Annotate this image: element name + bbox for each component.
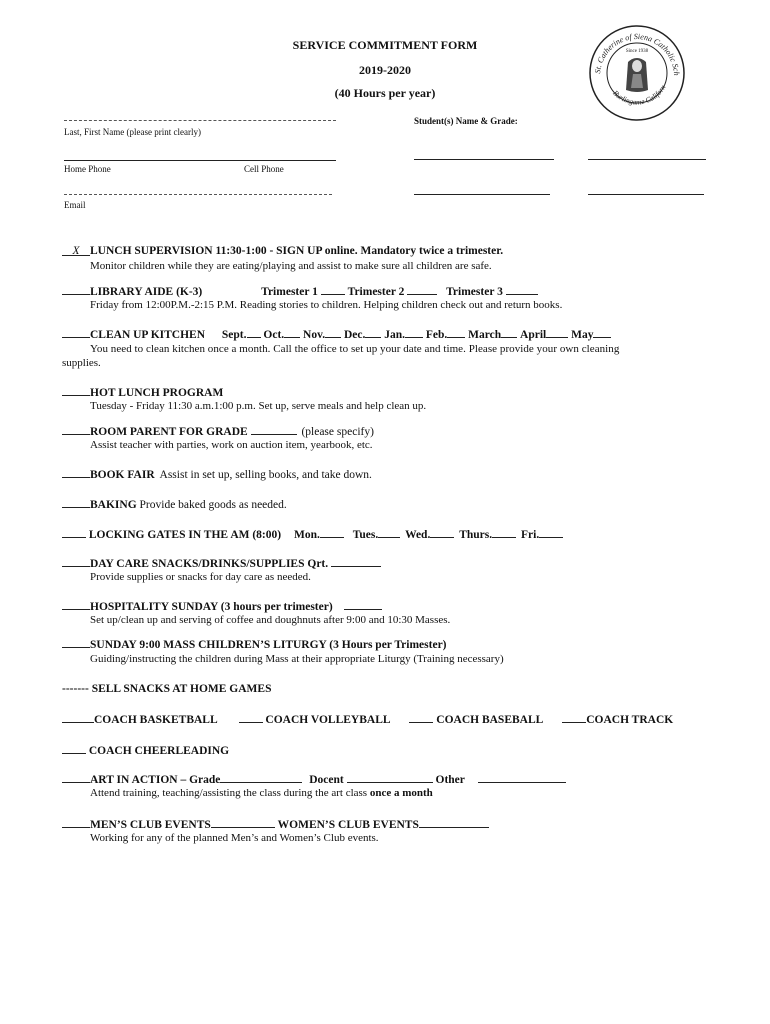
kitchen-title: CLEAN UP KITCHEN [90, 329, 206, 341]
month-may: May [571, 329, 594, 341]
snacks-prefix[interactable]: ------- [62, 683, 89, 695]
art-check[interactable] [62, 772, 90, 783]
daycare-desc: Provide supplies or snacks for day care as needed. [90, 571, 311, 583]
roomparent-check[interactable] [62, 424, 90, 435]
home-phone-label: Home Phone [64, 164, 111, 174]
coach-volleyball: COACH VOLLEYBALL [265, 714, 391, 726]
day-mon-blank[interactable] [320, 527, 344, 538]
month-jan: Jan. [384, 329, 405, 341]
item-club-events [62, 817, 489, 831]
mens-club-blank[interactable] [211, 817, 275, 828]
month-sept-blank[interactable] [247, 327, 261, 338]
lunch-desc: Monitor children while they are eating/playing and assist to make sure all children are safe. [90, 260, 492, 272]
day-thurs: Thurs. [459, 529, 493, 541]
roomparent-note: (please specify) [301, 426, 374, 438]
trimester-3-label: Trimester 3 [446, 286, 503, 298]
month-may-blank[interactable] [593, 327, 611, 338]
form-title: SERVICE COMMITMENT FORM [292, 38, 478, 52]
item-clean-kitchen [62, 327, 611, 341]
day-fri: Fri. [521, 529, 540, 541]
month-jan-blank[interactable] [405, 327, 423, 338]
day-tues: Tues. [352, 529, 379, 541]
hospitality-blank[interactable] [344, 599, 382, 610]
svg-text:St. Catherine of Siena Catholi: St. Catherine of Siena Catholic Sch [593, 31, 682, 76]
item-locking-gates [62, 527, 563, 541]
art-docent-blank[interactable] [347, 772, 433, 783]
lunch-check[interactable]: X [62, 245, 90, 256]
gates-check[interactable] [62, 527, 86, 538]
library-title: LIBRARY AIDE (K-3) [90, 286, 203, 298]
roomparent-title: ROOM PARENT FOR GRADE [90, 426, 248, 438]
gates-title: LOCKING GATES IN THE AM (8:00) [88, 529, 282, 541]
cell-phone-label: Cell Phone [244, 164, 284, 174]
kitchen-check[interactable] [62, 327, 90, 338]
art-other: Other [435, 774, 465, 786]
month-april: April [520, 329, 547, 341]
item-day-care [62, 556, 381, 570]
student-line-4[interactable] [588, 194, 704, 195]
trimester-2-blank[interactable] [407, 284, 437, 295]
art-grade-blank[interactable] [220, 772, 302, 783]
womens-club-blank[interactable] [419, 817, 489, 828]
baking-desc: Provide baked goods as needed. [139, 499, 287, 511]
liturgy-title: SUNDAY 9:00 MASS CHILDREN’S LITURGY (3 Hours per Trimester) [90, 639, 447, 651]
kitchen-desc-2: supplies. [62, 357, 101, 369]
svg-text:Burlingame California: Burlingame Californ [611, 83, 668, 107]
month-sept: Sept. [221, 329, 247, 341]
trimester-1-label: Trimester 1 [261, 286, 318, 298]
trimester-2-label: Trimester 2 [347, 286, 405, 298]
liturgy-check[interactable] [62, 637, 90, 648]
name-label: Last, First Name (please print clearly) [64, 127, 201, 137]
roomparent-grade-blank[interactable] [251, 424, 297, 435]
month-dec: Dec. [343, 329, 366, 341]
student-line-3[interactable] [414, 194, 550, 195]
hotlunch-desc: Tuesday - Friday 11:30 a.m.1:00 p.m. Set up, serve meals and help clean up. [90, 400, 427, 412]
art-desc-frequency: once a month [369, 787, 433, 799]
item-book-fair [62, 467, 372, 481]
daycare-title: DAY CARE SNACKS/DRINKS/SUPPLIES Qrt. [90, 558, 329, 570]
svg-text:Since 1938: Since 1938 [625, 49, 649, 54]
month-march-blank[interactable] [501, 327, 517, 338]
item-library-aide [62, 284, 538, 298]
coach-basketball: COACH BASKETBALL [94, 714, 218, 726]
school-seal [588, 24, 686, 122]
day-wed: Wed. [405, 529, 431, 541]
lunch-title: LUNCH SUPERVISION 11:30-1:00 - SIGN UP online. Mandatory twice a trimester. [90, 245, 504, 257]
baking-check[interactable] [62, 497, 90, 508]
library-check[interactable] [62, 284, 90, 295]
phone-line[interactable] [64, 160, 336, 161]
month-nov: Nov. [303, 329, 326, 341]
day-wed-blank[interactable] [430, 527, 454, 538]
art-desc [90, 787, 433, 799]
item-lunch-supervision [62, 245, 503, 257]
student-line-1[interactable] [414, 159, 554, 160]
daycare-check[interactable] [62, 556, 90, 567]
month-oct-blank[interactable] [284, 327, 300, 338]
item-art-in-action [62, 772, 566, 786]
coach-track: COACH TRACK [586, 714, 674, 726]
kitchen-desc-1: You need to clean kitchen once a month. Call the office to set up your date and time. Please provide your own cleaning [90, 343, 620, 355]
month-march: March [468, 329, 502, 341]
coach-baseball-check[interactable] [409, 712, 433, 723]
hotlunch-check[interactable] [62, 385, 90, 396]
item-room-parent [62, 424, 374, 438]
name-line[interactable] [64, 120, 336, 121]
roomparent-desc: Assist teacher with parties, work on auction item, yearbook, etc. [90, 439, 373, 451]
hospitality-title: HOSPITALITY SUNDAY (3 hours per trimester) [90, 601, 333, 613]
trimester-3-blank[interactable] [506, 284, 538, 295]
students-label: Student(s) Name & Grade: [414, 116, 518, 126]
month-oct: Oct. [263, 329, 285, 341]
mens-club-check[interactable] [62, 817, 90, 828]
coach-cheer-check[interactable] [62, 743, 86, 754]
library-desc: Friday from 12:00P.M.-2:15 P.M. Reading stories to children. Helping children check out and return books. [90, 299, 563, 311]
mens-club: MEN’S CLUB EVENTS [90, 819, 211, 831]
art-other-blank[interactable] [478, 772, 566, 783]
month-feb-blank[interactable] [447, 327, 465, 338]
liturgy-desc: Guiding/instructing the children during Mass at their appropriate Liturgy (Training necessary) [90, 653, 504, 665]
coach-volleyball-check[interactable] [239, 712, 263, 723]
clubs-desc: Working for any of the planned Men’s and Women’s Club events. [90, 832, 379, 844]
item-hospitality [62, 599, 382, 613]
coach-baseball: COACH BASEBALL [436, 714, 544, 726]
daycare-quarter-blank[interactable] [331, 556, 381, 567]
item-childrens-liturgy [62, 637, 447, 651]
day-fri-blank[interactable] [539, 527, 563, 538]
bookfair-title: BOOK FAIR [90, 469, 155, 481]
month-dec-blank[interactable] [365, 327, 381, 338]
snacks-title: SELL SNACKS AT HOME GAMES [91, 683, 272, 695]
hotlunch-title: HOT LUNCH PROGRAM [90, 387, 224, 399]
student-line-2[interactable] [588, 159, 706, 160]
day-mon: Mon. [293, 529, 320, 541]
school-year: 2019-2020 [359, 63, 411, 77]
baking-title: BAKING [90, 499, 137, 511]
art-docent: Docent [309, 774, 344, 786]
item-hot-lunch [62, 385, 223, 399]
hospitality-desc: Set up/clean up and serving of coffee and doughnuts after 9:00 and 10:30 Masses. [90, 614, 451, 626]
email-line[interactable] [64, 194, 332, 195]
item-coaches [62, 712, 673, 726]
womens-club: WOMEN’S CLUB EVENTS [277, 819, 419, 831]
trimester-1-blank[interactable] [321, 284, 345, 295]
item-coach-cheer [62, 743, 229, 757]
art-desc-text: Attend training, teaching/assisting the class during the art class [90, 787, 368, 799]
hospitality-check[interactable] [62, 599, 90, 610]
bookfair-check[interactable] [62, 467, 90, 478]
day-thurs-blank[interactable] [492, 527, 516, 538]
day-tues-blank[interactable] [378, 527, 400, 538]
month-feb: Feb. [425, 329, 448, 341]
email-label: Email [64, 200, 86, 210]
hours-requirement: (40 Hours per year) [334, 86, 436, 100]
seal-icon [588, 24, 686, 122]
month-nov-blank[interactable] [325, 327, 341, 338]
item-sell-snacks [62, 683, 271, 695]
bookfair-desc: Assist in set up, selling books, and take down. [159, 469, 372, 481]
item-baking [62, 497, 287, 511]
coach-track-check[interactable] [562, 712, 586, 723]
art-title: ART IN ACTION – Grade [90, 774, 221, 786]
coach-cheer: COACH CHEERLEADING [88, 745, 230, 757]
month-april-blank[interactable] [546, 327, 568, 338]
coach-basketball-check[interactable] [62, 712, 94, 723]
